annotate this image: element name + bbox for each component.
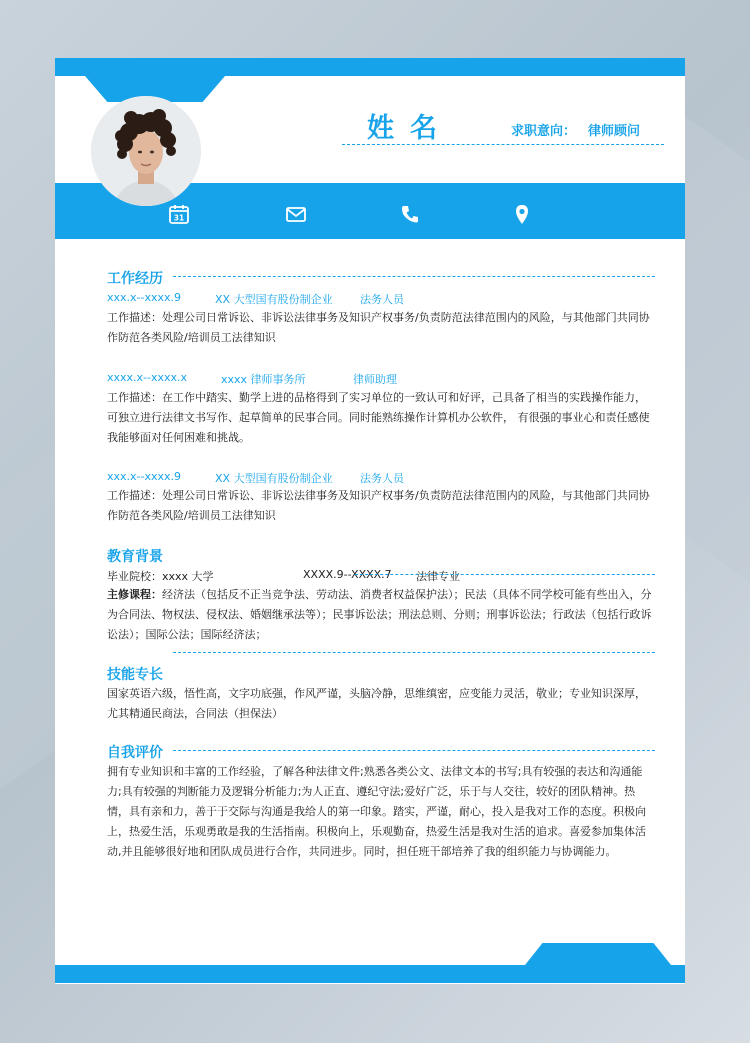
- job-3-role: 法务人员: [360, 472, 404, 485]
- skills-text: 国家英语六级，悟性高，文字功底强，作风严谨，头脑冷静，思维缜密，应变能力灵活，敬业；专业知识深厚，尤其精通民商法，合同法（担保法）: [107, 687, 646, 720]
- self-evaluation-text: 拥有专业知识和丰富的工作经验，了解各种法律文件;熟悉各类公文、法律文本的书写;具有较强的表达和沟通能力;具有较强的判断能力及逻辑分析能力;为人正直、遵纪守法;爱好广泛，乐于与人交往，较好的团队精神。热情，具有亲和力，善于于交际与沟通是我给人的第一印象。踏实，严谨，耐心，投入是我对工作的态度。积极向上，热爱生活，乐观勇敢是我的生活指南。积极向上，乐观勤奋，热爱生活是我对生活的追求。喜爱参加集体活动,并且能够很好地和团队成员进行合作，共同进步。同时，担任班干部培养了我的组织能力与协调能力。: [107, 765, 646, 858]
- portrait-illustration: [91, 96, 201, 206]
- job-1-company: XX 大型国有股份制企业: [215, 293, 333, 306]
- education-major: 法律专业: [416, 570, 460, 583]
- calendar-icon: [168, 203, 190, 225]
- section-title-self: 自我评价: [107, 745, 163, 761]
- section-title-work: 工作经历: [107, 271, 163, 287]
- section-divider-skills: [173, 652, 655, 653]
- courses-text: 经济法（包括反不正当竞争法、劳动法、消费者权益保护法）；民法（具体不同学校可能有些出入，分为合同法、物权法、侵权法、婚姻继承法等）；民事诉讼法；刑法总则、分则；刑事诉讼法；行政法（包括行政诉讼法）；国际公法；国际经济法；: [107, 588, 652, 641]
- candidate-name: 姓名: [367, 113, 453, 144]
- location-icon: [511, 203, 533, 225]
- job-2-role: 律师助理: [353, 373, 397, 386]
- job-2-company: xxxx 律师事务所: [221, 373, 306, 386]
- education-courses: [107, 585, 655, 645]
- profile-photo: [91, 96, 201, 206]
- objective-value: 律师顾问: [588, 124, 641, 139]
- calendar-day: 31: [173, 213, 185, 223]
- job-3-description: 工作描述：处理公司日常诉讼、非诉讼法律事务及知识产权事务/负责防范法律范围内的风险，与其他部门共同协作防范各类风险/培训员工法律知识: [107, 489, 650, 522]
- mail-icon: [285, 203, 307, 225]
- job-2-period: xxxx.x--xxxx.x: [107, 371, 188, 384]
- job-1-role: 法务人员: [360, 293, 404, 306]
- job-1-description: 工作描述：处理公司日常诉讼、非诉讼法律事务及知识产权事务/负责防范法律范围内的风险，与其他部门共同协作防范各类风险/培训员工法律知识: [107, 311, 650, 344]
- education-period: XXXX.9--XXXX.7: [303, 568, 392, 581]
- job-objective: [511, 120, 640, 139]
- courses-label: 主修课程：: [107, 588, 162, 601]
- bottom-accent-tab: [525, 943, 671, 965]
- section-title-skills: 技能专长: [107, 667, 163, 683]
- section-title-education: 教育背景: [107, 549, 163, 565]
- section-divider-self: [173, 750, 655, 751]
- job-2-description: 工作描述：在工作中踏实、勤学上进的品格得到了实习单位的一致认可和好评，己具备了相当的实践操作能力，可独立进行法律文书写作、起草简单的民事合同。同时能熟练操作计算机办公软件， 有很强的事业心和责任感使我能够面对任何困难和挑战。: [107, 391, 650, 444]
- phone-icon: [399, 203, 421, 225]
- section-divider-education: [355, 574, 655, 575]
- top-accent-bar: [55, 58, 685, 76]
- job-1-period: xxx.x--xxxx.9: [107, 291, 182, 304]
- education-school: 毕业院校：xxxx 大学: [107, 570, 214, 583]
- job-3-company: XX 大型国有股份制企业: [215, 472, 333, 485]
- name-divider: [342, 144, 664, 145]
- objective-label: 求职意向：: [511, 124, 577, 139]
- bottom-accent-bar: [55, 965, 685, 983]
- resume-page: [55, 58, 685, 984]
- job-3-period: xxx.x--xxxx.9: [107, 470, 182, 483]
- section-divider-work: [173, 276, 655, 277]
